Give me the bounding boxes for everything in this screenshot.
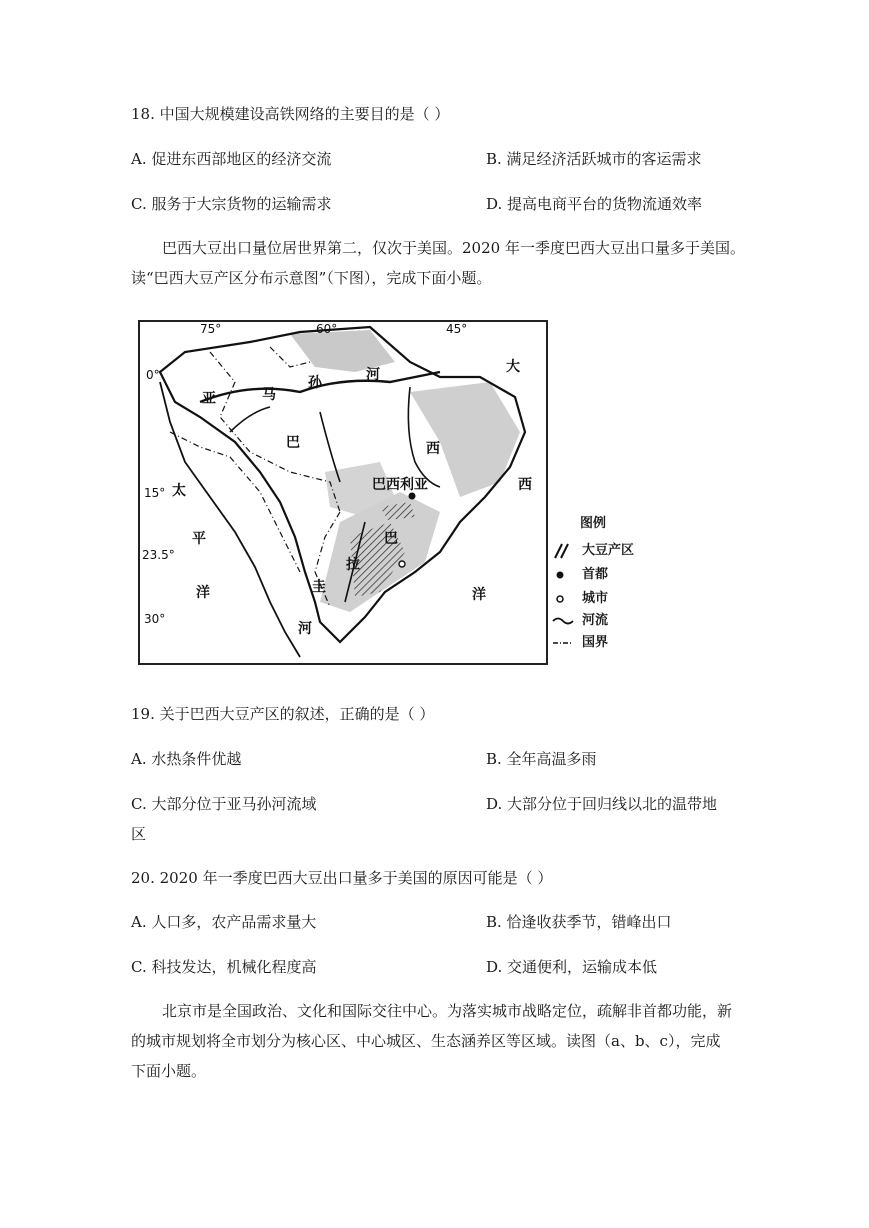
coord-lat15: 15° [144,486,166,500]
label-capital: 巴西利亚 [372,477,428,493]
label-da: 大 [506,359,520,375]
soy-hatch-icon [552,542,574,560]
q18-option-a: A. 促进东西部地区的经济交流 [131,150,332,168]
label-ba2: 巴 [384,531,398,547]
legend-soy: 大豆产区 [582,543,635,558]
q20-option-b: B. 恰逢收获季节，错峰出口 [486,913,672,931]
coord-lat23: 23.5° [142,548,175,562]
legend-capital: 首都 [582,567,609,582]
q19-option-c: C. 大部分位于亚马孙河流域 [131,795,317,813]
river-line-icon [552,612,574,630]
q20-option-c: C. 科技发达，机械化程度高 [131,958,317,976]
q19-stem: 19. 关于巴西大豆产区的叙述，正确的是（ ） [131,705,435,723]
label-ya: 亚 [202,391,216,407]
capital-dot-icon [552,566,574,584]
legend-border: 国界 [582,635,609,650]
q19-option-a: A. 水热条件优越 [131,750,242,768]
legend-row-city [552,590,662,608]
label-ma: 马 [262,387,276,403]
passage2-line2: 的城市规划将全市划分为核心区、中心城区、生态涵养区等区域。读图（a、b、c），完成 [131,1032,721,1050]
label-xi1: 西 [426,441,440,457]
label-yang2: 洋 [472,587,486,603]
legend-row-river [552,612,662,630]
legend-row-capital [552,566,662,584]
label-yang1: 洋 [196,585,210,601]
legend-title: 图例 [580,516,607,531]
q18-stem: 18. 中国大规模建设高铁网络的主要目的是（ ） [131,105,450,123]
brazil-soybean-map [138,320,548,665]
q18-option-b: B. 满足经济活跃城市的客运需求 [486,150,702,168]
coord-lat0: 0° [146,368,160,382]
map-drawing [140,322,546,663]
legend-river: 河流 [582,613,609,628]
passage2-line3: 下面小题。 [131,1062,207,1080]
legend-city: 城市 [582,591,609,606]
q19-option-d-continued: 区 [131,825,147,843]
legend-row-border [552,634,662,652]
city-circle [399,561,405,567]
q18-option-c: C. 服务于大宗货物的运输需求 [131,195,332,213]
label-ping: 平 [192,531,206,547]
q20-option-d: D. 交通便利，运输成本低 [486,958,658,976]
border-line-icon [552,634,574,652]
legend-row-soy [552,542,662,560]
label-la: 拉 [346,557,360,573]
west-coast [160,382,300,657]
label-xi2: 西 [518,477,532,493]
label-ba1: 巴 [286,435,300,451]
passage1-line1: 巴西大豆出口量位居世界第二，仅次于美国。2020 年一季度巴西大豆出口量多于美国。 [162,239,745,257]
label-tai: 太 [172,483,186,499]
passage2-line1: 北京市是全国政治、文化和国际交往中心。为落实城市战略定位，疏解非首都功能，新 [162,1002,733,1020]
passage1-line2: 读“巴西大豆产区分布示意图”（下图），完成下面小题。 [131,269,492,287]
coord-lon60: 60° [316,322,338,336]
city-circle-icon [552,590,574,608]
q20-option-a: A. 人口多，农产品需求量大 [131,913,317,931]
q18-option-d: D. 提高电商平台的货物流通效率 [486,195,703,213]
q19-option-b: B. 全年高温多雨 [486,750,597,768]
q19-option-d: D. 大部分位于回归线以北的温带地 [486,795,718,813]
coord-lon45: 45° [446,322,468,336]
q20-stem: 20. 2020 年一季度巴西大豆出口量多于美国的原因可能是（ ） [131,869,553,887]
label-he: 河 [366,367,380,383]
coord-lon75: 75° [200,322,222,336]
label-sun: 孙 [308,375,322,391]
coord-lat30: 30° [144,612,166,626]
label-gui: 圭 [312,579,326,595]
label-he2: 河 [298,621,312,637]
